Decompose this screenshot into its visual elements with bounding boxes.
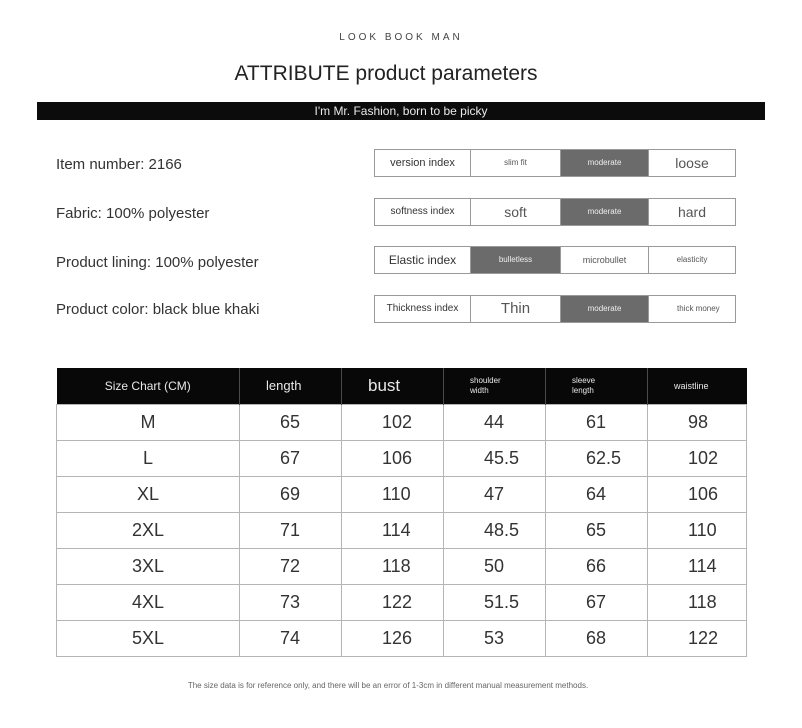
lining-label: Product lining: 100% polyester (56, 254, 259, 271)
scale-option: loose (648, 150, 735, 176)
thickness-index-scale (374, 295, 736, 323)
shoulder-cell: 48.5 (444, 512, 546, 548)
version-index-scale (374, 149, 736, 177)
slogan-text: I'm Mr. Fashion, born to be picky (314, 104, 488, 118)
shoulder-cell: 44 (444, 404, 546, 440)
length-cell: 72 (240, 548, 342, 584)
scale-option-selected: moderate (560, 199, 648, 225)
scale-option: Thin (470, 296, 560, 322)
table-header-row (57, 368, 747, 404)
scale-option: hard (648, 199, 735, 225)
waistline-cell: 98 (648, 404, 747, 440)
scale-name: Thickness index (386, 303, 459, 314)
bust-cell: 122 (342, 584, 444, 620)
item-number-label: Item number: 2166 (56, 156, 182, 173)
table-row (57, 440, 747, 476)
size-cell: 2XL (57, 512, 240, 548)
waistline-cell: 102 (648, 440, 747, 476)
length-cell: 74 (240, 620, 342, 656)
page-title: ATTRIBUTE product parameters (234, 62, 538, 85)
column-header-sleeve (546, 368, 648, 404)
shoulder-cell: 51.5 (444, 584, 546, 620)
waistline-cell: 118 (648, 584, 747, 620)
scale-option: elasticity (648, 247, 735, 273)
sleeve-cell: 66 (546, 548, 648, 584)
table-row (57, 476, 747, 512)
scale-name: Elastic index (388, 253, 457, 267)
shoulder-cell: 45.5 (444, 440, 546, 476)
waistline-cell: 122 (648, 620, 747, 656)
scale-option-selected: moderate (560, 296, 648, 322)
size-chart-table (56, 368, 747, 657)
column-header-shoulder (444, 368, 546, 404)
sleeve-cell: 67 (546, 584, 648, 620)
waistline-cell: 110 (648, 512, 747, 548)
size-cell: XL (57, 476, 240, 512)
scale-option-selected: moderate (560, 150, 648, 176)
size-cell: 5XL (57, 620, 240, 656)
scale-name: softness index (390, 206, 455, 217)
length-cell: 73 (240, 584, 342, 620)
shoulder-cell: 47 (444, 476, 546, 512)
table-row (57, 404, 747, 440)
bust-cell: 114 (342, 512, 444, 548)
color-label: Product color: black blue khaki (56, 301, 260, 318)
length-cell: 69 (240, 476, 342, 512)
shoulder-cell: 53 (444, 620, 546, 656)
table-row (57, 512, 747, 548)
shoulder-cell: 50 (444, 548, 546, 584)
sleeve-cell: 65 (546, 512, 648, 548)
header-text: sleeve length (572, 375, 596, 395)
bust-cell: 126 (342, 620, 444, 656)
scale-option: soft (470, 199, 560, 225)
column-header-size: Size Chart (CM) (57, 368, 240, 404)
sleeve-cell: 61 (546, 404, 648, 440)
header-text: shoulder width (470, 375, 501, 395)
size-cell: L (57, 440, 240, 476)
softness-index-scale (374, 198, 736, 226)
length-cell: 71 (240, 512, 342, 548)
size-cell: 3XL (57, 548, 240, 584)
size-cell: M (57, 404, 240, 440)
waistline-cell: 114 (648, 548, 747, 584)
scale-name: version index (390, 157, 455, 169)
scale-option-selected: bulletless (470, 247, 560, 273)
length-cell: 67 (240, 440, 342, 476)
size-footnote: The size data is for reference only, and there will be an error of 1-3cm in different manual measurement methods. (187, 681, 589, 690)
size-cell: 4XL (57, 584, 240, 620)
brand-name: LOOK BOOK MAN (339, 32, 463, 43)
column-header-bust: bust (342, 368, 444, 404)
table-row (57, 548, 747, 584)
sleeve-cell: 64 (546, 476, 648, 512)
column-header-waistline: waistline (648, 368, 747, 404)
slogan-bar (37, 102, 765, 120)
length-cell: 65 (240, 404, 342, 440)
table-row (57, 584, 747, 620)
sleeve-cell: 68 (546, 620, 648, 656)
bust-cell: 106 (342, 440, 444, 476)
bust-cell: 118 (342, 548, 444, 584)
fabric-label: Fabric: 100% polyester (56, 205, 210, 222)
sleeve-cell: 62.5 (546, 440, 648, 476)
waistline-cell: 106 (648, 476, 747, 512)
scale-option: slim fit (470, 150, 560, 176)
table-row (57, 620, 747, 656)
elastic-index-scale (374, 246, 736, 274)
bust-cell: 110 (342, 476, 444, 512)
scale-option: microbullet (560, 247, 648, 273)
bust-cell: 102 (342, 404, 444, 440)
scale-option: thick money (648, 296, 735, 322)
column-header-length: length (240, 368, 342, 404)
